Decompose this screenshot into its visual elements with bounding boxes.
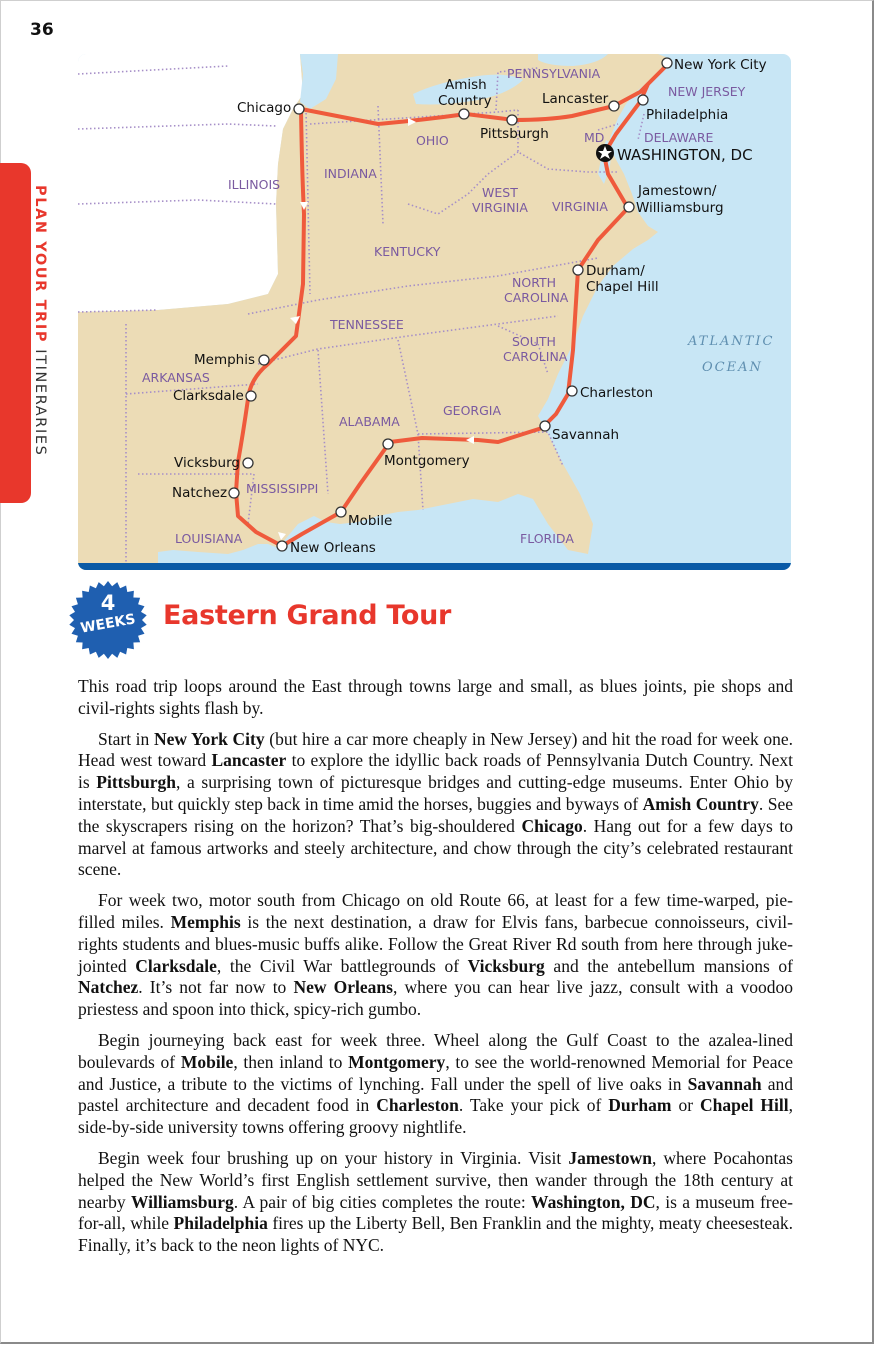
bold-place-name: Lancaster xyxy=(211,750,287,771)
city-label: Clarksdale xyxy=(173,388,244,404)
city-label: Williamsburg xyxy=(636,200,724,216)
text-run: Begin journeying back east for week three. Wheel along the Gulf Coast to the azalea-lined boulevards of xyxy=(78,1029,793,1072)
badge-number: 4 xyxy=(100,591,116,615)
text-run: Start in xyxy=(98,728,154,749)
text-run: , to see the world-renowned Memorial for Peace and Justice, a tribute to the victims of lynching. Fall under the spell of live oaks in xyxy=(78,1051,793,1094)
dc-star-icon xyxy=(596,144,614,162)
paragraph xyxy=(78,890,793,1021)
paragraph xyxy=(78,1148,793,1257)
bold-place-name: Vicksburg xyxy=(467,955,545,976)
side-tab-label xyxy=(32,185,48,456)
state-label: TENNESSEE xyxy=(330,317,404,332)
bold-place-name: Memphis xyxy=(170,911,241,932)
city-label: Vicksburg xyxy=(174,455,240,471)
text-run: This road trip loops around the East through towns large and small, as blues joints, pie shops and civil-rights sights flash by. xyxy=(78,676,793,718)
text-run: , is a museum free-for-all, while xyxy=(78,1191,793,1234)
text-run: , side-by-side university towns offering groovy nightlife. xyxy=(78,1095,793,1138)
state-label: FLORIDA xyxy=(520,531,574,546)
ocean-label: ATLANTIC xyxy=(688,334,775,349)
text-run: Begin week four brushing up on your history in Virginia. Visit xyxy=(98,1147,569,1168)
bold-place-name: Charleston xyxy=(376,1095,459,1116)
state-label: MISSISSIPPI xyxy=(246,481,319,496)
state-label: MD xyxy=(584,130,605,145)
state-label: VIRGINIA xyxy=(552,199,608,214)
city-label: Montgomery xyxy=(384,453,470,469)
city-label: Philadelphia xyxy=(646,107,729,123)
badge-label: WEEKS xyxy=(79,611,137,637)
bold-place-name: Savannah xyxy=(687,1073,762,1094)
tour-title: Eastern Grand Tour xyxy=(163,600,452,631)
city-label: Memphis xyxy=(194,352,256,368)
text-run: or xyxy=(671,1095,700,1116)
state-label: WEST xyxy=(482,185,518,200)
bold-place-name: Chapel Hill xyxy=(699,1095,789,1116)
side-tab-light: ITINERARIES xyxy=(32,343,48,457)
city-label: Amish xyxy=(445,77,487,93)
city-label: Charleston xyxy=(580,385,654,401)
bold-place-name: Williamsburg xyxy=(130,1191,234,1212)
side-tab-strong: PLAN YOUR TRIP xyxy=(32,185,48,344)
text-run: fires up the Liberty Bell, Ben Franklin and the mighty, meaty cheesesteak. Finally, it’s back to the neon lights of NYC. xyxy=(78,1213,793,1256)
article-body xyxy=(78,676,793,1266)
state-label: CAROLINA xyxy=(503,349,568,364)
page-number: 36 xyxy=(30,20,54,40)
state-label: CAROLINA xyxy=(504,290,569,305)
text-run: . A pair of big cities completes the route: xyxy=(233,1191,532,1212)
text-run: , where you can hear live jazz, consult with a voodoo priestess and spoon into thick, spicy-rich gumbo. xyxy=(78,977,793,1020)
city-label: New York City xyxy=(674,57,767,73)
text-run: For week two, motor south from Chicago on old Route 66, at least for a few time-warped, pie-filled miles. xyxy=(78,890,793,932)
text-run: is the next destination, a draw for Elvis fans, barbecue connoisseurs, civil-rights students and blues-music buffs alike. Follow the Great River Rd south from here through juke-jointed xyxy=(78,911,793,976)
state-label: PENNSYLVANIA xyxy=(507,66,601,81)
state-label: SOUTH xyxy=(512,334,556,349)
city-label: Jamestown/ xyxy=(638,183,717,199)
state-label: KENTUCKY xyxy=(374,244,441,259)
text-run: . It’s not far now to xyxy=(138,977,294,998)
bold-place-name: Mobile xyxy=(180,1051,234,1072)
paragraph xyxy=(78,729,793,882)
weeks-badge xyxy=(68,580,148,660)
city-label: Lancaster xyxy=(542,91,609,107)
map-bottom-bar xyxy=(78,563,791,570)
city-label: New Orleans xyxy=(290,540,376,556)
text-run: . See the skyscrapers rising on the horizon? That’s big-shouldered xyxy=(78,793,793,836)
text-run: . Hang out for a few days to marvel at famous artworks and steely architecture, and chow through the city’s celebrated restaurant scene. xyxy=(78,815,793,880)
state-label: ARKANSAS xyxy=(142,370,210,385)
bold-place-name: Jamestown xyxy=(568,1147,652,1168)
bold-place-name: New Orleans xyxy=(293,977,393,998)
city-label: Mobile xyxy=(348,513,393,529)
state-label: VIRGINIA xyxy=(472,200,528,215)
city-label: Pittsburgh xyxy=(480,126,549,142)
city-label: Durham/ xyxy=(586,263,645,279)
bold-place-name: New York City xyxy=(153,728,265,749)
bold-place-name: Washington, DC xyxy=(531,1191,656,1212)
text-run: and pastel architecture and decadent food in xyxy=(78,1073,793,1116)
bold-place-name: Chicago xyxy=(521,815,583,836)
text-run: (but hire a car more cheaply in New Jersey) and hit the road for week one. Head west toward xyxy=(78,728,793,771)
bold-place-name: Durham xyxy=(608,1095,672,1116)
bold-place-name: Montgomery xyxy=(348,1051,446,1072)
text-run: , the Civil War battlegrounds of xyxy=(216,955,468,976)
city-label: Country xyxy=(438,93,492,109)
bold-place-name: Philadelphia xyxy=(173,1213,268,1234)
city-label: Chicago xyxy=(237,100,292,116)
text-run: , then inland to xyxy=(233,1051,349,1072)
state-label: INDIANA xyxy=(324,166,377,181)
state-label: GEORGIA xyxy=(443,403,502,418)
city-label: Natchez xyxy=(172,485,228,501)
state-label: OHIO xyxy=(416,133,449,148)
ocean-label: OCEAN xyxy=(702,360,763,375)
text-run: . Take your pick of xyxy=(458,1095,609,1116)
paragraph xyxy=(78,676,793,720)
route-map xyxy=(78,54,791,570)
bold-place-name: Clarksdale xyxy=(135,955,217,976)
state-label: NORTH xyxy=(512,275,557,290)
city-label: Chapel Hill xyxy=(586,279,659,295)
state-label: ILLINOIS xyxy=(228,177,281,192)
bold-place-name: Amish Country xyxy=(642,793,759,814)
text-run: , a surprising town of picturesque bridges and cutting-edge museums. Enter Ohio by interstate, but quickly step back in time amid the horses, buggies and byways of xyxy=(78,772,793,814)
bold-place-name: Pittsburgh xyxy=(96,772,177,793)
text-run: and the antebellum mansions of xyxy=(544,955,794,976)
bold-place-name: Natchez xyxy=(78,977,139,998)
text-run: , where Pocahontas helped the New World’s first English settlement survive, then wander through the 18th century at nearby xyxy=(78,1147,793,1212)
state-label: LOUISIANA xyxy=(175,531,243,546)
state-label: NEW JERSEY xyxy=(668,84,746,99)
state-label: ALABAMA xyxy=(339,414,400,429)
paragraph xyxy=(78,1030,793,1139)
text-run: to explore the idyllic back roads of Pennsylvania Dutch Country. Next is xyxy=(78,750,793,793)
city-label: WASHINGTON, DC xyxy=(617,146,753,164)
side-tab xyxy=(0,163,31,503)
state-label: DELAWARE xyxy=(644,130,714,145)
city-label: Savannah xyxy=(552,427,620,443)
